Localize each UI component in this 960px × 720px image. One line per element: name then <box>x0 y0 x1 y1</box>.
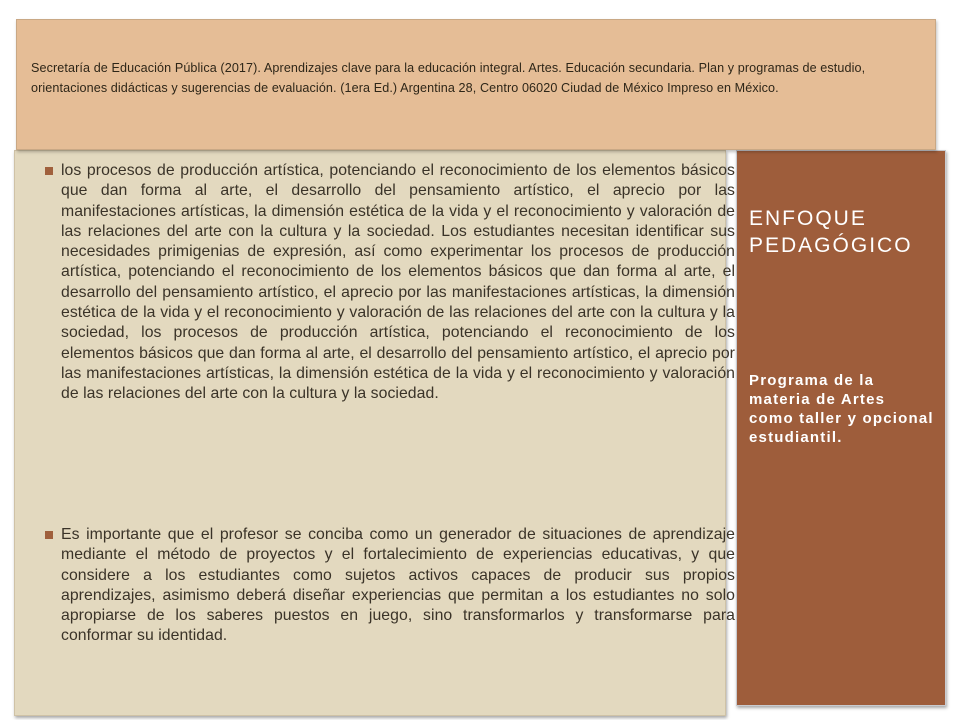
square-bullet-icon <box>45 167 53 175</box>
bullet-text: Es importante que el profesor se conciba como un generador de situaciones de aprendizaje mediante el método de proyectos y el fortalecimiento de experiencias educativas, y que considere a los estudiantes como sujetos activos capaces de producir sus propios aprendizajes, asimismo deberá diseñar experiencias que permitan a los estudiantes no solo apropiarse de los saberes puestos en juego, sino transformarlos y transformarse para conformar su identidad. <box>61 526 735 645</box>
citation-text: Secretaría de Educación Pública (2017). Aprendizajes clave para la educación integral. Artes. Educación secundaria. Plan y programas de estudio, orientaciones didácticas y sugerencias de evaluación. (1era Ed.) Argentina 28, Centro 06020 Ciudad de México Impreso en México. <box>31 61 866 95</box>
citation-box <box>16 19 936 150</box>
sidebar-panel <box>736 150 946 706</box>
bullet-text: los procesos de producción artística, potenciando el reconocimiento de los elementos básicos que dan forma al arte, el desarrollo del pensamiento artístico, el aprecio por las manifestaciones artísticas, la dimensión estética de la vida y el reconocimiento y valoración de las relaciones del arte con la cultura y la sociedad. Los estudiantes necesitan identificar sus necesidades primigenias de expresión, así como experimentar los procesos de producción artística, potenciando el reconocimiento de los elementos básicos que dan forma al arte, el desarrollo del pensamiento artístico, el aprecio por las manifestaciones artísticas, la dimensión estética de la vida y el reconocimiento y valoración de las relaciones del arte con la cultura y la sociedad, los procesos de producción artística, potenciando el reconocimiento de los elementos básicos que dan forma al arte, el desarrollo del pensamiento artístico, el aprecio por las manifestaciones artísticas, la dimensión estética de la vida y el reconocimiento y valoración de las relaciones del arte con la cultura y la sociedad. <box>61 162 735 403</box>
sidebar-subtitle: Programa de la materia de Artes como taller y opcional estudiantil. <box>749 372 934 446</box>
sidebar-title: ENFOQUE PEDAGÓGICO <box>749 207 913 257</box>
content-panel <box>14 150 735 716</box>
square-bullet-icon <box>45 531 53 539</box>
